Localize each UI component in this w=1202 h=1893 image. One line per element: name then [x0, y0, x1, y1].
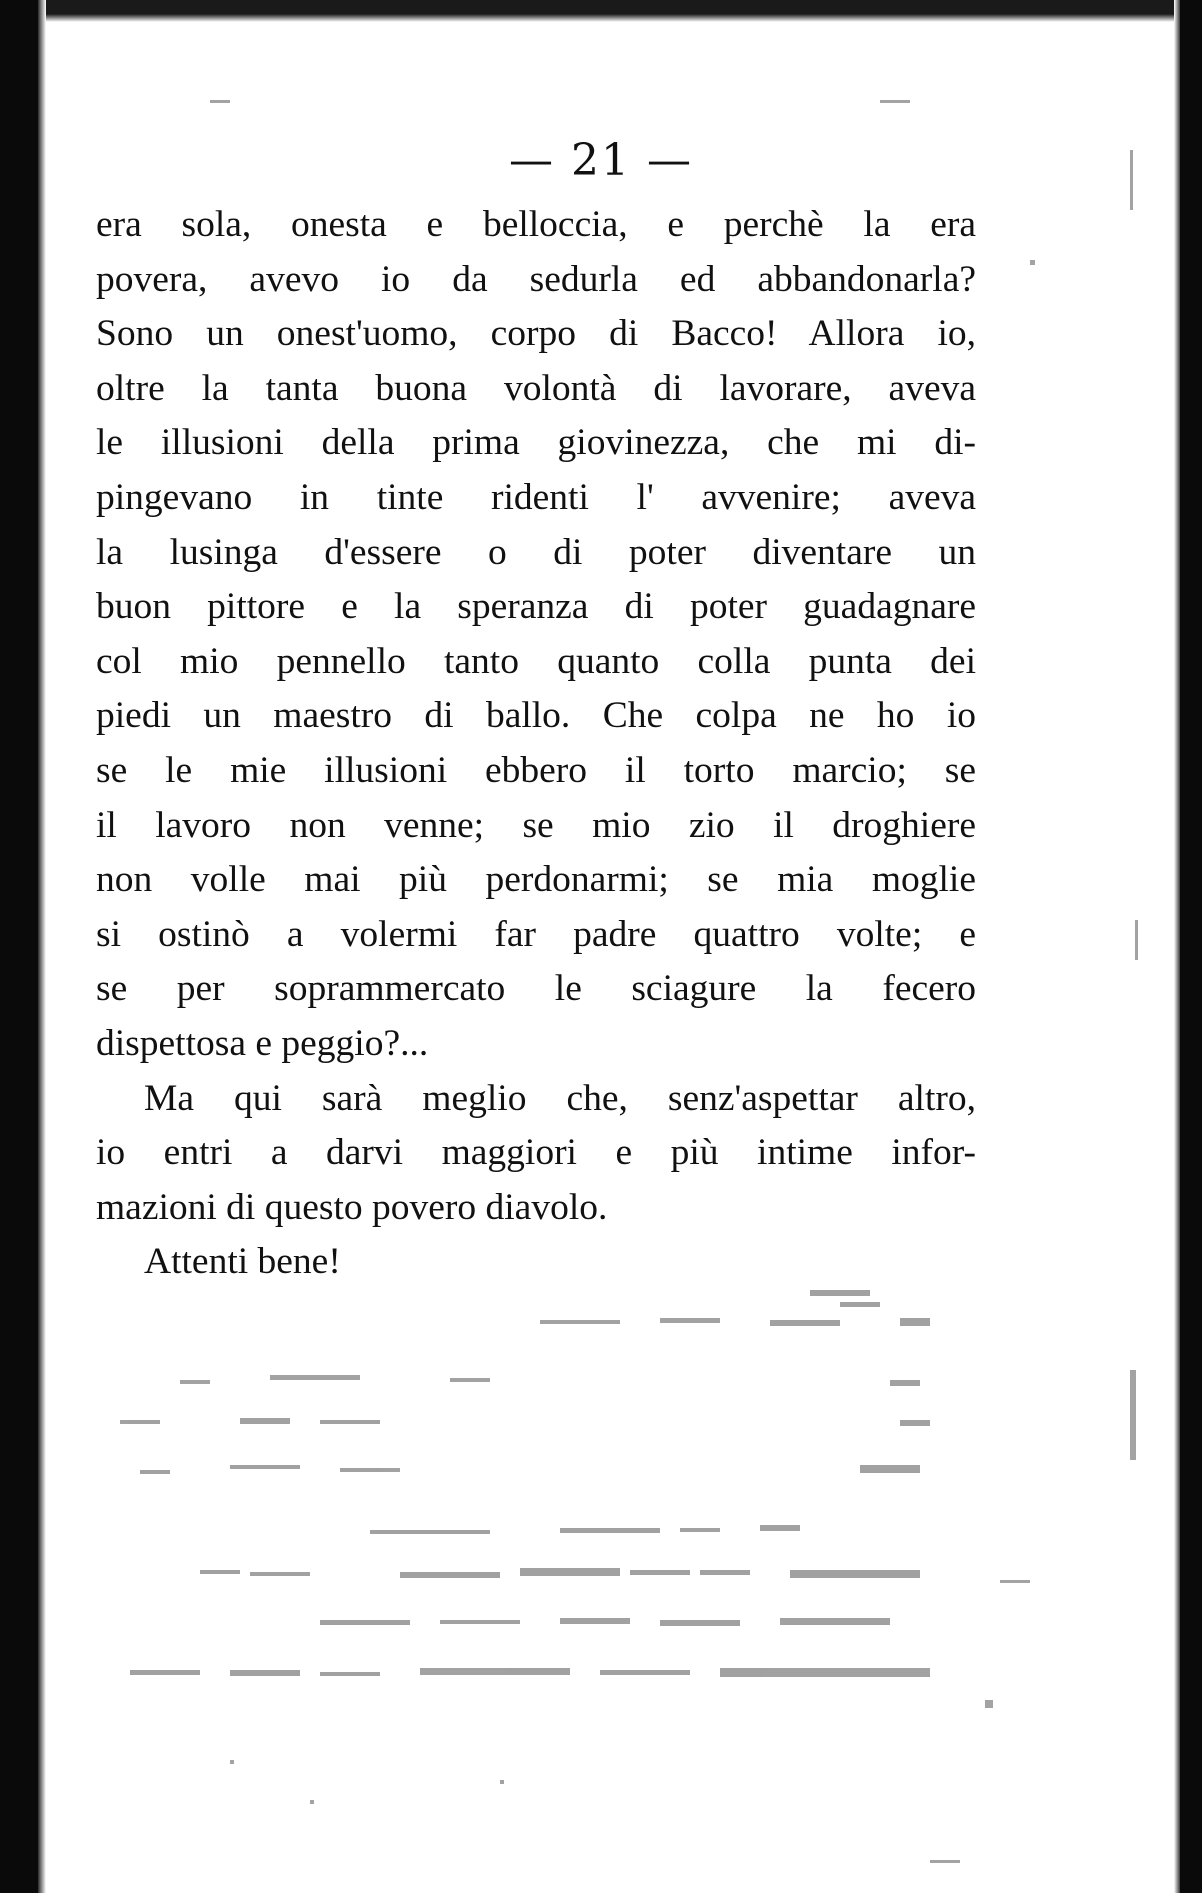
page-number-header: — 21 — [509, 135, 693, 186]
text-line: Sono un onest'uomo, corpo di Bacco! Allora io, [96, 313, 976, 355]
text-line: povera, avevo io da sedurla ed abbandonarla? [96, 258, 976, 300]
text-line: se per soprammercato le sciagure la fecero [96, 968, 976, 1010]
text-line: la lusinga d'essere o di poter diventare un [96, 531, 976, 573]
text-line: pingevano in tinte ridenti l' avvenire; aveva [96, 476, 976, 518]
text-line: io entri a darvi maggiori e più intime infor- [96, 1132, 976, 1174]
text-line: buon pittore e la speranza di poter guadagnare [96, 586, 976, 628]
text-line: dispettosa e peggio?... [96, 1022, 429, 1064]
text-line: le illusioni della prima giovinezza, che mi di- [96, 422, 976, 464]
text-line: non volle mai più perdonarmi; se mia moglie [96, 859, 976, 901]
text-line: col mio pennello tanto quanto colla punta dei [96, 640, 976, 682]
text-line: Ma qui sarà meglio che, senz'aspettar altro, [144, 1077, 976, 1119]
text-line: mazioni di questo povero diavolo. [96, 1186, 608, 1228]
text-line: oltre la tanta buona volontà di lavorare, aveva [96, 367, 976, 409]
text-line: se le mie illusioni ebbero il torto marcio; se [96, 749, 976, 791]
text-line: era sola, onesta e belloccia, e perchè la era [96, 204, 976, 245]
text-line: si ostinò a volermi far padre quattro volte; e [96, 913, 976, 955]
closing-line: Attenti bene! [144, 1241, 341, 1283]
text-line: il lavoro non venne; se mio zio il droghiere [96, 804, 976, 846]
text-line: piedi un maestro di ballo. Che colpa ne ho io [96, 695, 976, 737]
